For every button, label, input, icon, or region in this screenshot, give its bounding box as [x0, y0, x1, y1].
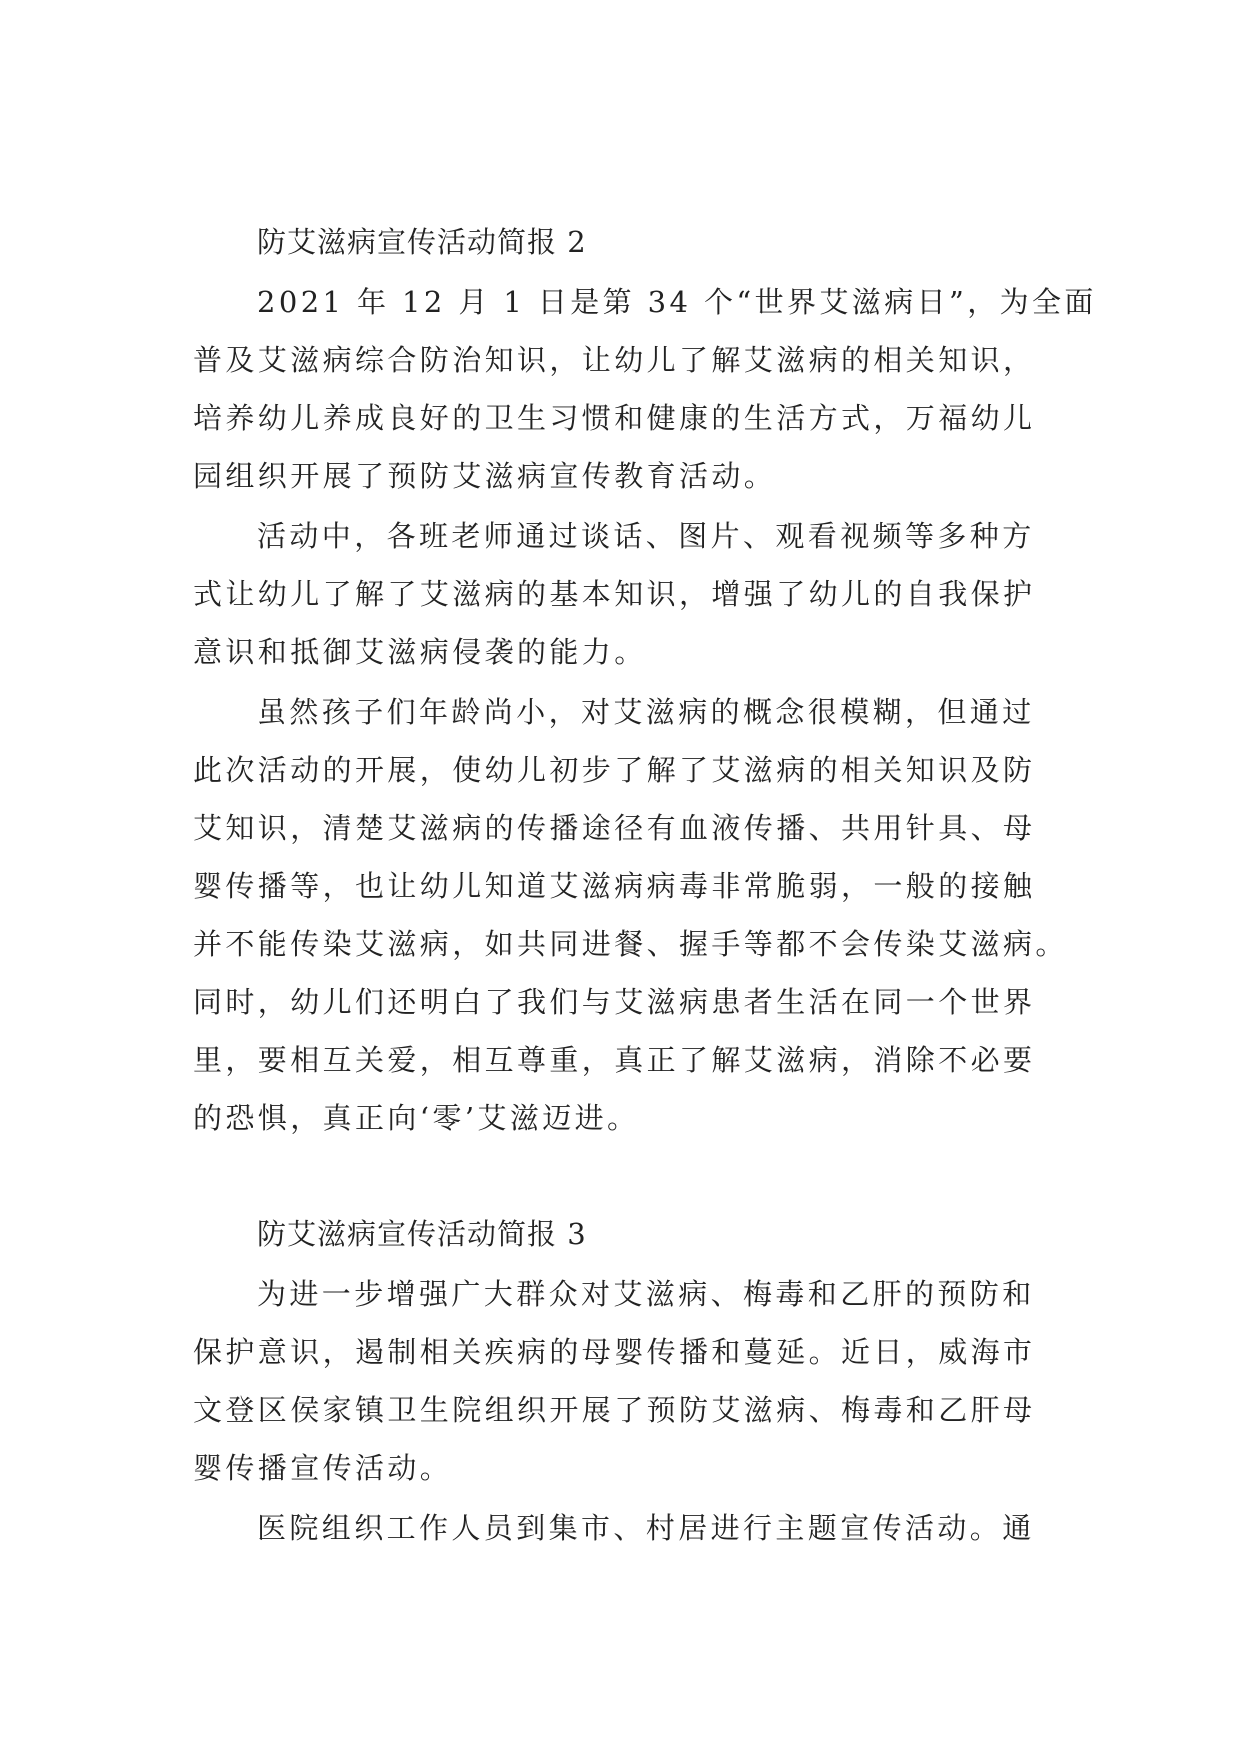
- paragraph-line: 此次活动的开展，使幼儿初步了解了艾滋病的相关知识及防: [193, 753, 1036, 787]
- paragraph-line: 婴传播等，也让幼儿知道艾滋病病毒非常脆弱，一般的接触: [193, 869, 1036, 903]
- paragraph-line: 文登区侯家镇卫生院组织开展了预防艾滋病、梅毒和乙肝母: [193, 1393, 1036, 1427]
- paragraph-line: 培养幼儿养成良好的卫生习惯和健康的生活方式，万福幼儿: [193, 401, 1036, 435]
- paragraph-line: 2021 年 12 月 1 日是第 34 个“世界艾滋病日”，为全面: [257, 285, 1097, 319]
- paragraph-line: 意识和抵御艾滋病侵袭的能力。: [193, 635, 647, 669]
- paragraph-line: 的恐惧，真正向‘零’艾滋迈进。: [193, 1101, 640, 1135]
- paragraph-line: 并不能传染艾滋病，如共同进餐、握手等都不会传染艾滋病。: [193, 927, 1068, 961]
- section-3-heading: 防艾滋病宣传活动简报 3: [257, 1217, 587, 1251]
- paragraph-line: 为进一步增强广大群众对艾滋病、梅毒和乙肝的预防和: [257, 1277, 1035, 1311]
- paragraph-line: 里，要相互关爱，相互尊重，真正了解艾滋病，消除不必要: [193, 1043, 1036, 1077]
- paragraph-line: 式让幼儿了解了艾滋病的基本知识，增强了幼儿的自我保护: [193, 577, 1036, 611]
- paragraph-line: 医院组织工作人员到集市、村居进行主题宣传活动。通: [257, 1511, 1035, 1545]
- paragraph-line: 普及艾滋病综合防治知识，让幼儿了解艾滋病的相关知识，: [193, 343, 1036, 377]
- paragraph-line: 保护意识，遏制相关疾病的母婴传播和蔓延。近日，威海市: [193, 1335, 1036, 1369]
- paragraph-line: 艾知识，清楚艾滋病的传播途径有血液传播、共用针具、母: [193, 811, 1036, 845]
- paragraph-line: 虽然孩子们年龄尚小，对艾滋病的概念很模糊，但通过: [257, 695, 1035, 729]
- paragraph-line: 园组织开展了预防艾滋病宣传教育活动。: [193, 459, 777, 493]
- paragraph-line: 活动中，各班老师通过谈话、图片、观看视频等多种方: [257, 519, 1035, 553]
- paragraph-line: 同时，幼儿们还明白了我们与艾滋病患者生活在同一个世界: [193, 985, 1036, 1019]
- paragraph-line: 婴传播宣传活动。: [193, 1451, 453, 1485]
- section-2-heading: 防艾滋病宣传活动简报 2: [257, 225, 587, 259]
